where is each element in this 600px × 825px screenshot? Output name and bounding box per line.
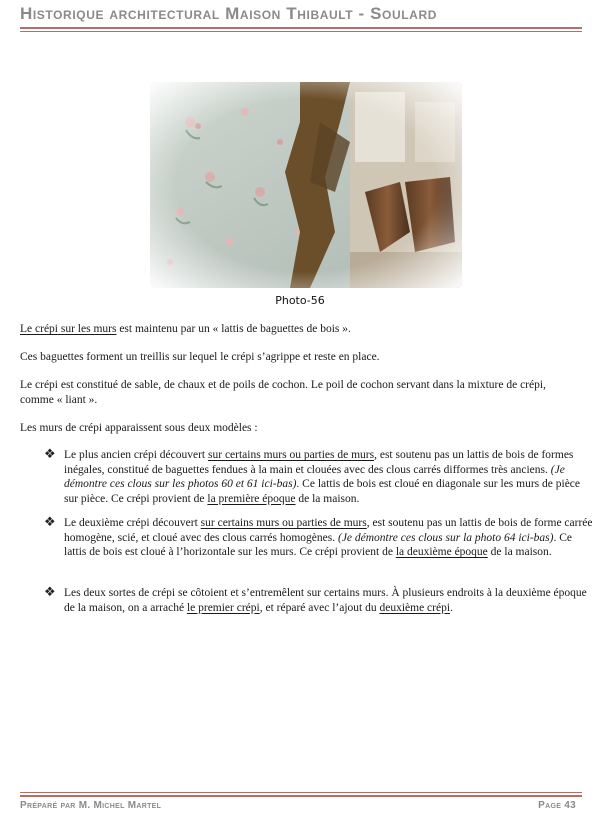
paragraph-3: Le crépi est constitué de sable, de chaux et de poils de cochon. Le poil de cochon servant dans la mixture de crépi, comme « liant ». [20, 379, 546, 406]
note-photos-60-61: (Je démontre ces clous sur les photos 60 et 61 ici-bas) [64, 463, 565, 490]
paragraph-4: Les murs de crépi apparaissent sous deux modèles : [20, 422, 258, 434]
link-crepi-murs[interactable]: Le crépi sur les murs [20, 323, 117, 335]
header-title: Historique architectural Maison Thibault - Soulard [20, 4, 437, 23]
link-certains-murs[interactable]: sur certains murs ou parties de murs [208, 449, 375, 461]
footer-page-number: Page 43 [538, 800, 576, 811]
bullet-icon: ❖ [44, 585, 56, 600]
header-rule [20, 27, 582, 29]
link-premiere-epoque[interactable]: la première époque [207, 492, 296, 505]
wall-photo [150, 82, 462, 288]
bullet-icon: ❖ [44, 447, 56, 462]
header-rule-thin [20, 31, 582, 32]
bullet-3: Les deux sortes de crépi se côtoient et s’entremêlent sur certains murs. À plusieurs endroits à la deuxième époque de la maison, on a arraché le premier crépi, et réparé avec l’ajout du deuxième crépi. [64, 587, 587, 614]
bullet-2: Le deuxième crépi découvert sur certains murs ou parties de murs, est soutenu pas un lattis de bois de forme carrée homogène, scié, et cloué avec des clous carrés homogènes. (Je démontre ces clous sur la photo 64 ici-bas). Ce lattis de bois est cloué à l’horizontale sur les murs. Ce crépi provient de la deuxième époque de la maison. [64, 517, 593, 558]
footer-author: Préparé par M. Michel Martel [20, 800, 162, 811]
note-photo-64: (Je démontre ces clous sur la photo 64 ici-bas) [337, 531, 554, 544]
bullet-1: Le plus ancien crépi découvert sur certains murs ou parties de murs, est soutenu pas un lattis de bois de formes inégales, constitué de baguettes fendues à la main et clouées avec des clous carrés difformes très anciens. (Je démontre ces clous sur les photos 60 et 61 ici-bas). Ce lattis de bois est cloué en diagonale sur les murs de pièce sur pièce. Ce crépi provient de la première époque de la maison. [64, 449, 581, 505]
link-certains-murs[interactable]: sur certains murs ou parties de murs [200, 517, 367, 529]
paragraph-2: Ces baguettes forment un treillis sur lequel le crépi s’agrippe et reste en place. [20, 351, 380, 363]
bullet-icon: ❖ [44, 515, 56, 530]
photo-caption: Photo-56 [275, 294, 325, 307]
link-deuxieme-crepi[interactable]: deuxième crépi [379, 601, 451, 614]
link-premier-crepi[interactable]: le premier crépi [186, 601, 260, 614]
footer-rule [20, 795, 582, 797]
paragraph-1 [20, 322, 580, 337]
paragraph-1-text: est maintenu par un « lattis de baguettes de bois ». [116, 323, 351, 335]
footer-rule-thin [20, 792, 582, 793]
link-deuxieme-epoque[interactable]: la deuxième époque [395, 546, 488, 558]
